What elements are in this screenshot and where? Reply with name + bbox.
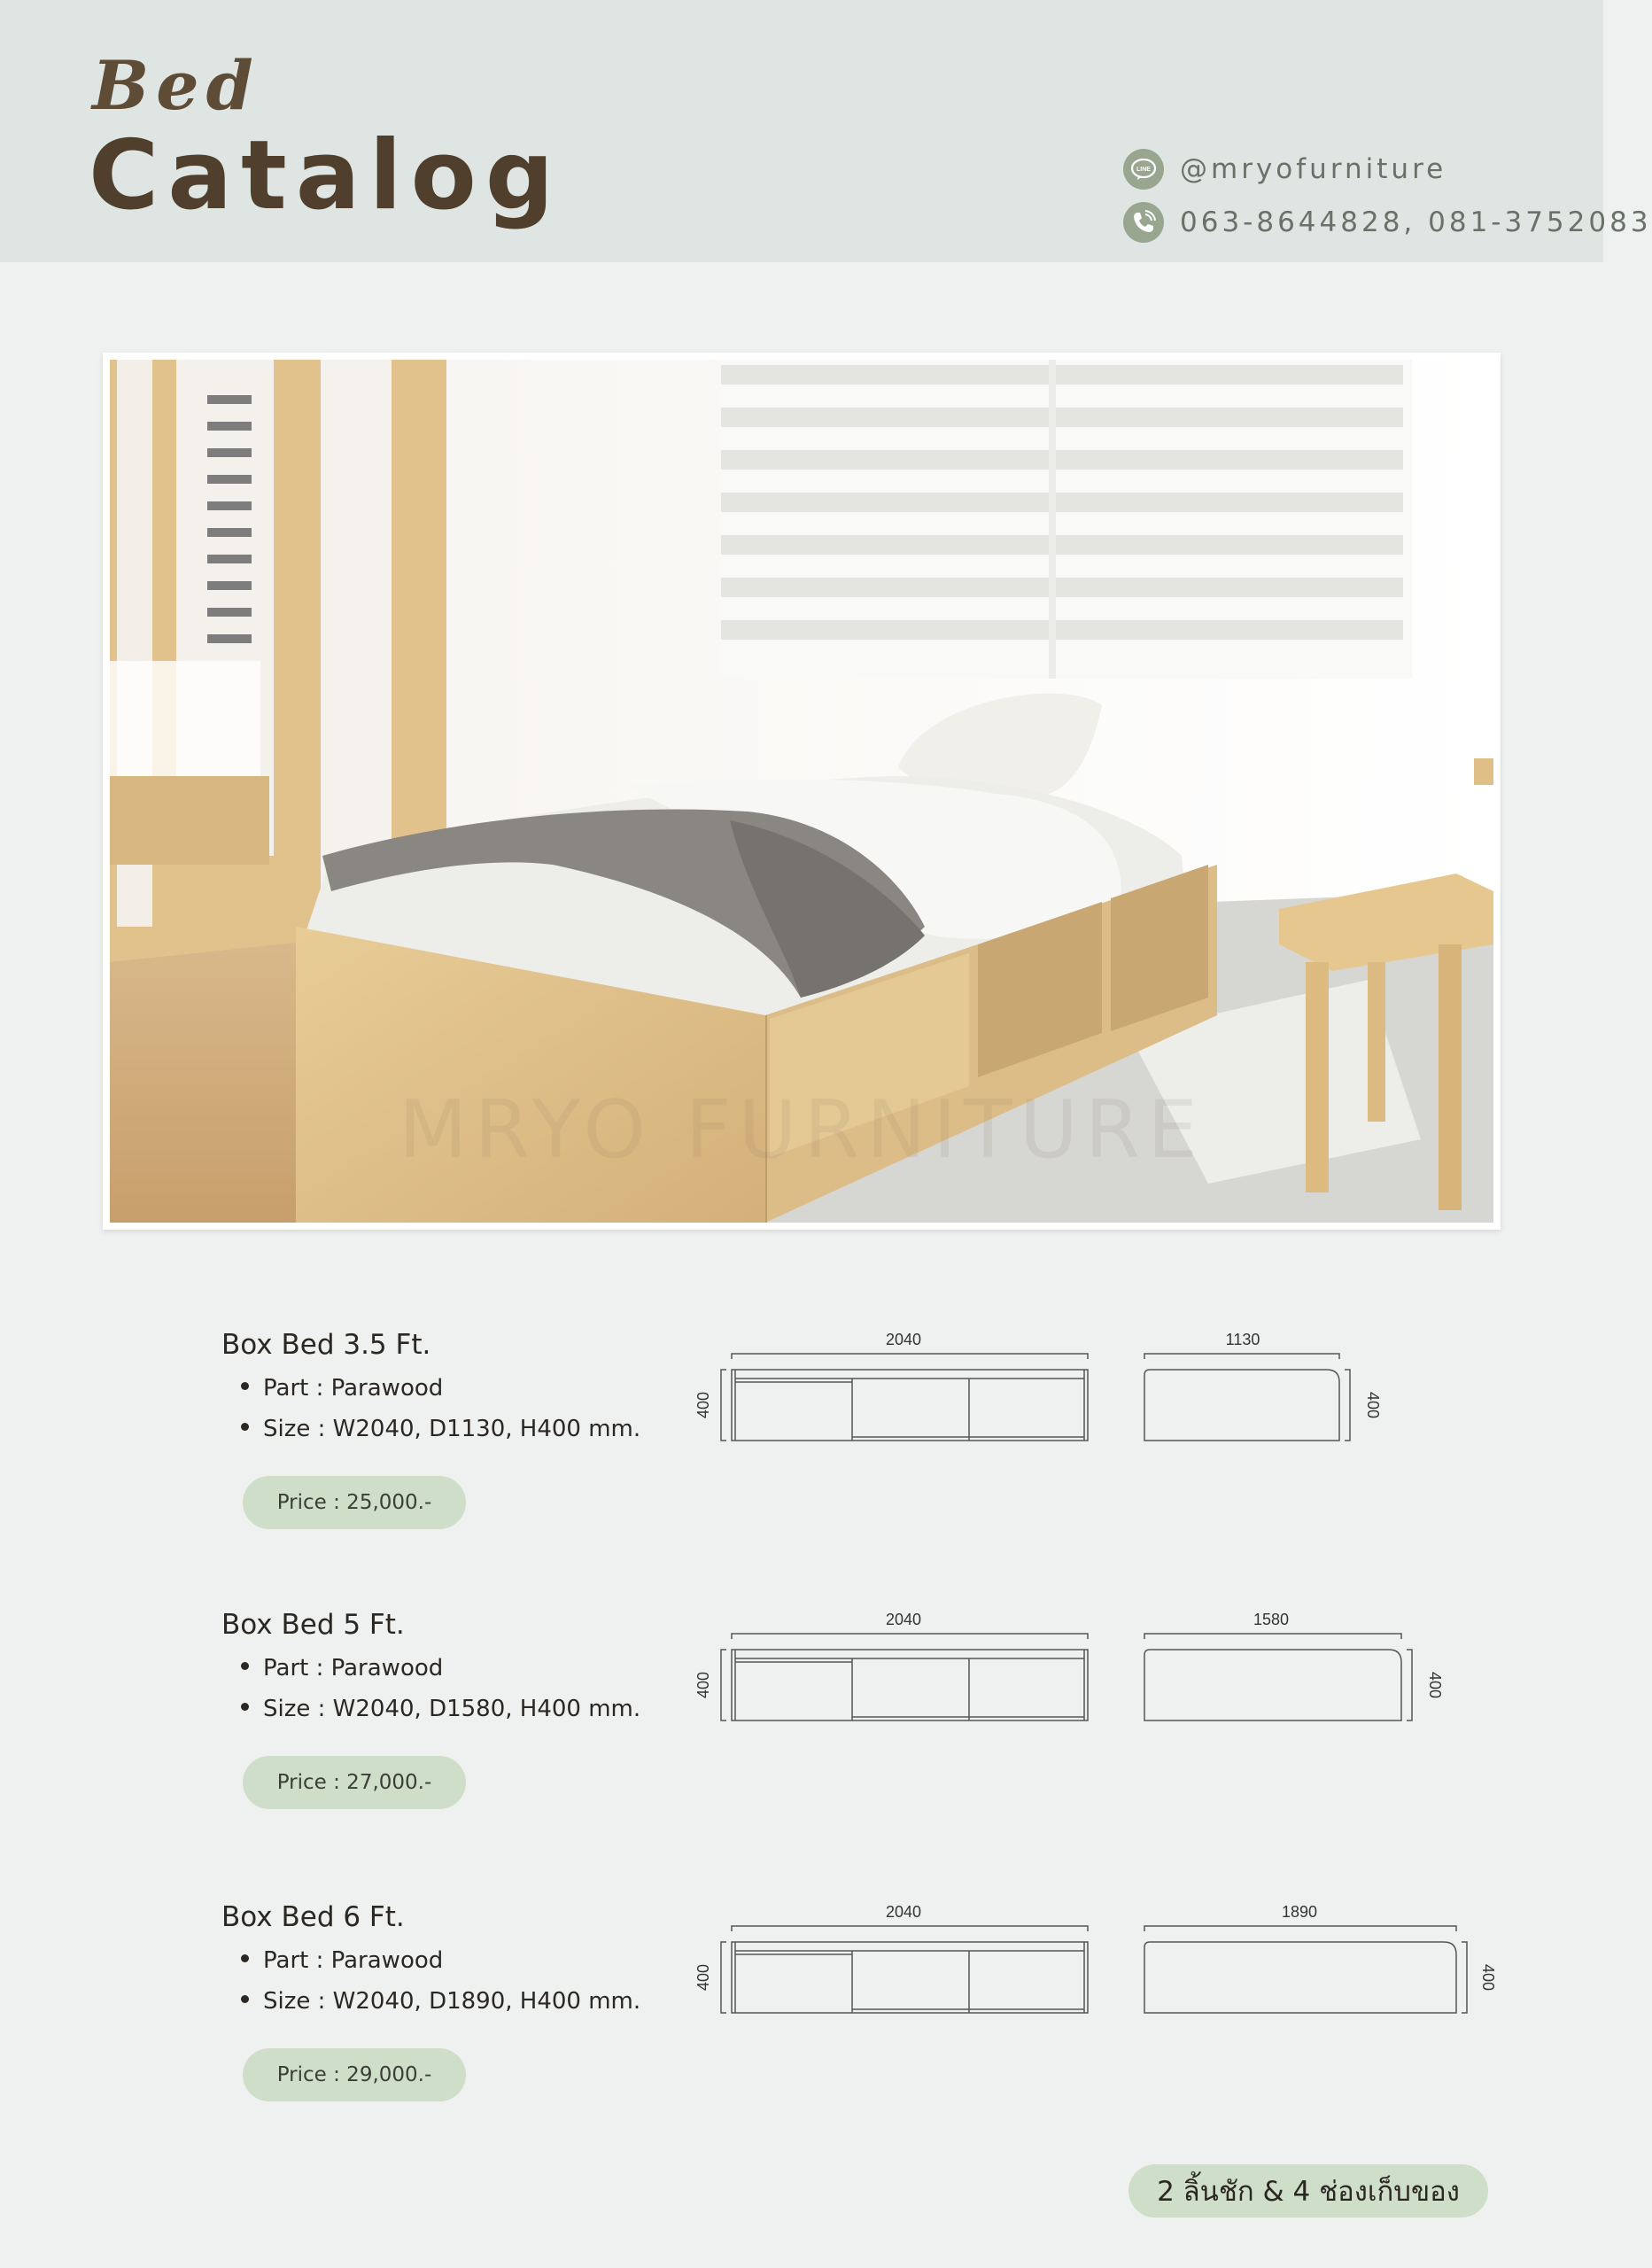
title-bed: Bed bbox=[92, 46, 260, 125]
title-catalog: Catalog bbox=[89, 120, 563, 231]
bed-photo bbox=[110, 360, 1493, 1223]
spec-size-text: Size : W2040, D1580, H400 mm. bbox=[263, 1696, 641, 1722]
photo-watermark: MRYO FURNITURE bbox=[398, 1084, 1206, 1177]
bullet-icon bbox=[241, 1995, 249, 2003]
spec-part-text: Part : Parawood bbox=[263, 1655, 444, 1682]
phone-numbers: 063-8644828, 081-3752083 bbox=[1180, 206, 1652, 238]
price-badge: Price : 27,000.- bbox=[243, 1756, 466, 1809]
dimension-drawing bbox=[682, 1901, 1497, 2025]
product-name: Box Bed 3.5 Ft. bbox=[221, 1329, 431, 1361]
side-width-label: 1890 bbox=[1281, 1903, 1318, 1921]
price-badge: Price : 25,000.- bbox=[243, 1476, 466, 1529]
header-band bbox=[0, 0, 1652, 262]
spec-part bbox=[241, 1655, 443, 1682]
line-handle: @mryofurniture bbox=[1180, 153, 1447, 185]
product-name: Box Bed 5 Ft. bbox=[221, 1609, 405, 1641]
spec-part-text: Part : Parawood bbox=[263, 1375, 444, 1402]
line-chat-icon bbox=[1123, 149, 1164, 190]
spec-size-text: Size : W2040, D1130, H400 mm. bbox=[263, 1416, 641, 1442]
spec-size bbox=[241, 1988, 640, 2015]
front-height-label: 400 bbox=[694, 1391, 712, 1419]
bullet-icon bbox=[241, 1382, 249, 1390]
bullet-icon bbox=[241, 1703, 249, 1711]
front-height-label: 400 bbox=[694, 1963, 712, 1992]
price-badge: Price : 29,000.- bbox=[243, 2048, 466, 2101]
spec-part bbox=[241, 1947, 443, 1974]
bullet-icon bbox=[241, 1662, 249, 1670]
line-contact[interactable] bbox=[1123, 149, 1446, 190]
phone-icon bbox=[1123, 202, 1164, 243]
bullet-icon bbox=[241, 1954, 249, 1962]
bed-photo-frame bbox=[103, 353, 1501, 1230]
bullet-icon bbox=[241, 1423, 249, 1431]
front-width-label: 2040 bbox=[885, 1611, 922, 1628]
side-width-label: 1580 bbox=[1253, 1611, 1290, 1628]
phone-contact[interactable] bbox=[1123, 202, 1652, 243]
side-width-label: 1130 bbox=[1225, 1331, 1260, 1348]
side-height-label: 400 bbox=[1426, 1671, 1444, 1699]
line-icon-text: LINE bbox=[1136, 167, 1151, 173]
dimension-drawing bbox=[682, 1329, 1497, 1453]
product-box-bed-5 bbox=[0, 1609, 1603, 1839]
side-height-label: 400 bbox=[1364, 1391, 1382, 1419]
front-height-label: 400 bbox=[694, 1671, 712, 1699]
product-box-bed-6 bbox=[0, 1901, 1603, 2132]
product-name: Box Bed 6 Ft. bbox=[221, 1901, 405, 1933]
spec-part-text: Part : Parawood bbox=[263, 1947, 444, 1974]
product-box-bed-3-5 bbox=[0, 1329, 1603, 1559]
spec-size bbox=[241, 1416, 640, 1442]
front-width-label: 2040 bbox=[885, 1331, 922, 1348]
feature-badge: 2 ลิ้นชัก & 4 ช่องเก็บของ bbox=[1128, 2164, 1488, 2218]
spec-size bbox=[241, 1696, 640, 1722]
spec-part bbox=[241, 1375, 443, 1402]
side-height-label: 400 bbox=[1479, 1963, 1497, 1992]
front-width-label: 2040 bbox=[885, 1903, 922, 1921]
spec-size-text: Size : W2040, D1890, H400 mm. bbox=[263, 1988, 641, 2015]
dimension-drawing bbox=[682, 1609, 1497, 1733]
